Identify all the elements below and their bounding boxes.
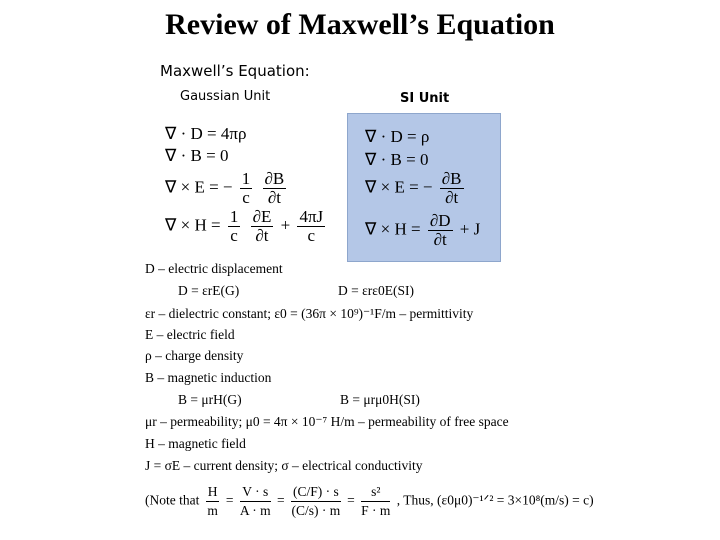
gauss-curl-h-frac3: $\frac{4\pi J}{c}$ [299,207,324,245]
page-title: Review of Maxwell’s Equation [165,8,555,41]
si-curl-h-lhs: ∇ × H = [365,219,421,239]
note-h-frac: $\frac{H}{m}$ [207,484,218,518]
def-b-si: B = μrμ0H(SI) [340,392,420,407]
def-rho: ρ – charge density [145,348,244,363]
si-curl-e-lhs: ∇ × E = − [365,177,433,197]
note-line [145,483,594,520]
def-b: B – magnetic induction [145,370,272,385]
si-div-b: ∇ · B = 0 [365,150,429,169]
def-h: H – magnetic field [145,436,246,451]
si-curl-h [365,212,480,249]
si-curl-h-plus: + J [459,219,481,239]
si-unit-heading: SI Unit [400,91,450,106]
def-mu: μr – permeability; μ0 = 4π × 10⁻⁷ H/m – permeability of free space [145,414,509,429]
def-j: J = σE – current density; σ – electrical conductivity [145,458,423,473]
note-frac2: $\frac{(C/F) \cdot s}{(C/s) \cdot m}$ [291,484,341,518]
note-frac3: $\frac{\text{s²}}{F \cdot m}$ [361,484,391,518]
gauss-div-b: ∇ · B = 0 [165,146,229,165]
gauss-curl-e-frac1: $\frac{1}{c}$ [241,169,251,207]
gauss-curl-e-frac2: $\frac{\partial B}{\partial t}$ [264,169,285,207]
def-d: D – electric displacement [145,261,283,276]
gauss-curl-h-plus: + [280,215,291,235]
note-eq3: = [347,492,355,508]
si-curl-e-frac: $\frac{\partial B}{\partial t}$ [441,169,462,207]
gaussian-unit-heading: Gaussian Unit [180,89,271,104]
gauss-curl-h-lhs: ∇ × H = [165,215,221,235]
gauss-div-d: ∇ · D = 4πρ [165,124,247,143]
gauss-curl-e-lhs: ∇ × E = − [165,177,233,197]
gauss-curl-e [165,170,289,207]
note-eq2: = [277,492,285,508]
note-frac1: $\frac{V \cdot s}{A \cdot m}$ [239,484,271,518]
def-d-gauss: D = εrE(G) [178,283,240,298]
def-b-gauss: B = μrH(G) [178,392,242,407]
subtitle: Maxwell’s Equation: [160,62,310,80]
def-e: E – electric field [145,327,235,342]
note-prefix: (Note that [145,492,200,508]
def-d-si: D = εrε0E(SI) [338,283,414,298]
si-div-d: ∇ · D = ρ [365,127,430,146]
note-suffix: , Thus, (ε0μ0)⁻¹ᐟ² = 3×10⁸(m/s) = c) [396,492,594,508]
si-curl-h-frac: $\frac{\partial D}{\partial t}$ [429,211,451,249]
gauss-curl-h [165,208,328,245]
gauss-curl-h-frac1: $\frac{1}{c}$ [229,207,239,245]
def-eps: εr – dielectric constant; ε0 = (36π × 10⁹)⁻¹F/m – permittivity [145,306,474,321]
si-curl-e [365,170,467,207]
note-eq1: = [225,492,234,508]
gauss-curl-h-frac2: $\frac{\partial E}{\partial t}$ [252,207,272,245]
